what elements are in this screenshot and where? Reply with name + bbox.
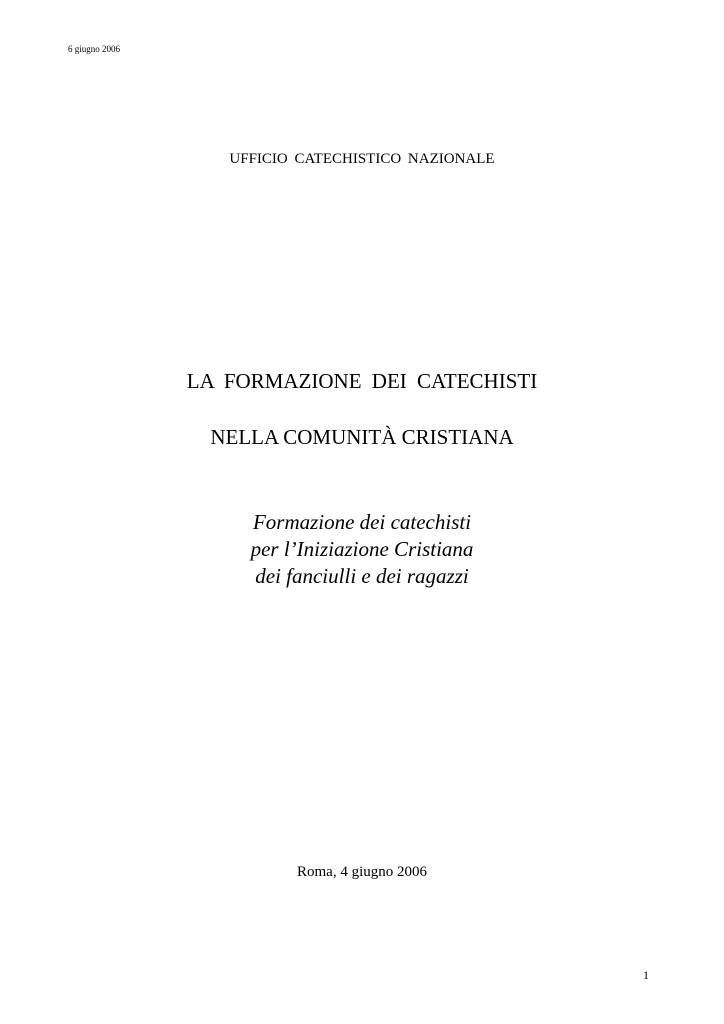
office-name: UFFICIO CATECHISTICO NAZIONALE [229,151,495,167]
place-and-date: Roma, 4 giugno 2006 [297,864,427,880]
header-date: 6 giugno 2006 [68,44,121,54]
document-subtitle [0,509,724,590]
page-number: 1 [643,968,649,982]
subtitle-line-3: dei fanciulli e dei ragazzi [255,564,469,588]
subtitle-line-2: per l’Iniziazione Cristiana [250,537,474,561]
document-title-line-1: LA FORMAZIONE DEI CATECHISTI [186,369,538,393]
subtitle-line-1: Formazione dei catechisti [252,510,472,534]
document-title-line-2: NELLA COMUNITÀ CRISTIANA [210,425,514,449]
